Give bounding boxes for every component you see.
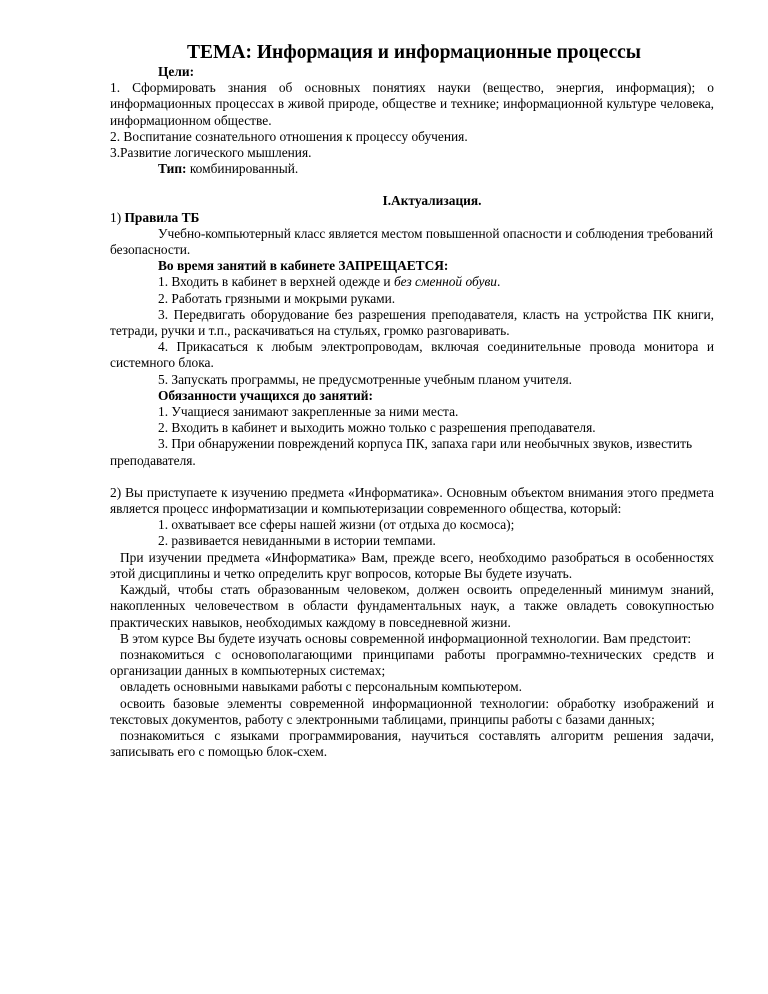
section2-paragraph-2: Каждый, чтобы стать образованным человеком, должен освоить определенный минимум знаний, накопленных человечеством в области фундаментальных наук, а также овладеть совокупностью практических навыков, необходимых каждому в повседневной жизни.	[110, 582, 714, 630]
forbidden-item-1	[110, 274, 714, 290]
rules-heading	[110, 210, 714, 226]
goals-label: Цели:	[158, 64, 195, 79]
section1-heading: I.Актуализация.	[382, 193, 482, 209]
spacer	[110, 469, 714, 485]
section2-point-1: 1. охватывает все сферы нашей жизни (от отдыха до космоса);	[158, 517, 515, 533]
document-page	[110, 42, 714, 760]
section2-paragraph-7: познакомиться с языками программирования, научиться составлять алгоритм решения задачи, записывать его с помощью блок-схем.	[110, 727, 714, 760]
forbidden-item-5: 5. Запускать программы, не предусмотренные учебным планом учителя.	[158, 371, 572, 387]
forbidden-item-1-italic: без сменной обуви	[393, 274, 497, 290]
lesson-type-label: Тип:	[158, 161, 187, 177]
page-title: ТЕМА: Информация и информационные процессы	[186, 42, 642, 63]
duties-heading: Обязанности учащихся до занятий:	[158, 387, 373, 403]
section2-paragraph-1: При изучении предмета «Информатика» Вам, прежде всего, необходимо разобраться в особенностях этой дисциплины и четко определить круг вопросов, которые Вы будете изучать.	[110, 549, 714, 581]
rules-number: 1)	[110, 209, 125, 225]
goal-item-2: 2. Воспитание сознательного отношения к процессу обучения.	[110, 128, 468, 144]
forbidden-item-1-end: .	[497, 274, 501, 290]
section2-paragraph-5: овладеть основными навыками работы с персональным компьютером.	[120, 679, 522, 695]
section2-paragraph-6: освоить базовые элементы современной информационной технологии: обработку изображений и текстовых документов, работу с электронными таблицами, принципы работы с базами данных;	[110, 695, 714, 727]
rules-label: Правила ТБ	[124, 209, 200, 225]
section2-intro: 2) Вы приступаете к изучению предмета «Информатика». Основным объектом внимания этого предмета является процесс информатизации и компьютеризации современного общества, который:	[110, 484, 714, 517]
forbidden-item-3: 3. Передвигать оборудование без разрешения преподавателя, класть на устройства ПК книги, тетради, ручки и т.п., раскачиваться на стульях, громко разговаривать.	[110, 306, 714, 339]
section2-point-2: 2. развивается невиданными в истории темпами.	[158, 533, 436, 549]
goal-item-1: 1. Сформировать знания об основных понятиях науки (вещество, энергия, информация); о информационных процессах в живой природе, обществе и технике; информационной культуре человека, информационном обществе.	[110, 80, 714, 128]
duty-item-2: 2. Входить в кабинет и выходить можно только с разрешения преподавателя.	[158, 420, 596, 436]
lesson-type	[110, 161, 714, 177]
goal-item-3: 3.Развитие логического мышления.	[110, 145, 312, 161]
duty-item-3: 3. При обнаружении повреждений корпуса ПК, запаха гари или необычных звуков, известить преподавателя.	[110, 436, 693, 468]
forbidden-item-4: 4. Прикасаться к любым электропроводам, включая соединительные провода монитора и системного блока.	[110, 339, 714, 371]
forbidden-item-1-text: 1. Входить в кабинет в верхней одежде и	[158, 274, 394, 290]
forbidden-heading: Во время занятий в кабинете ЗАПРЕЩАЕТСЯ:	[158, 258, 449, 274]
forbidden-item-2: 2. Работать грязными и мокрыми руками.	[158, 290, 396, 306]
rules-intro: Учебно-компьютерный класс является местом повышенной опасности и соблюдения требований безопасности.	[110, 225, 714, 258]
duty-item-1: 1. Учащиеся занимают закрепленные за ними места.	[158, 404, 459, 420]
section2-paragraph-3: В этом курсе Вы будете изучать основы современной информационной технологии. Вам предстоит:	[120, 630, 692, 646]
section2-paragraph-4: познакомиться с основополагающими принципами работы программно-технических средств и организации данных в компьютерных системах;	[110, 646, 714, 679]
lesson-type-value: комбинированный.	[186, 161, 299, 177]
